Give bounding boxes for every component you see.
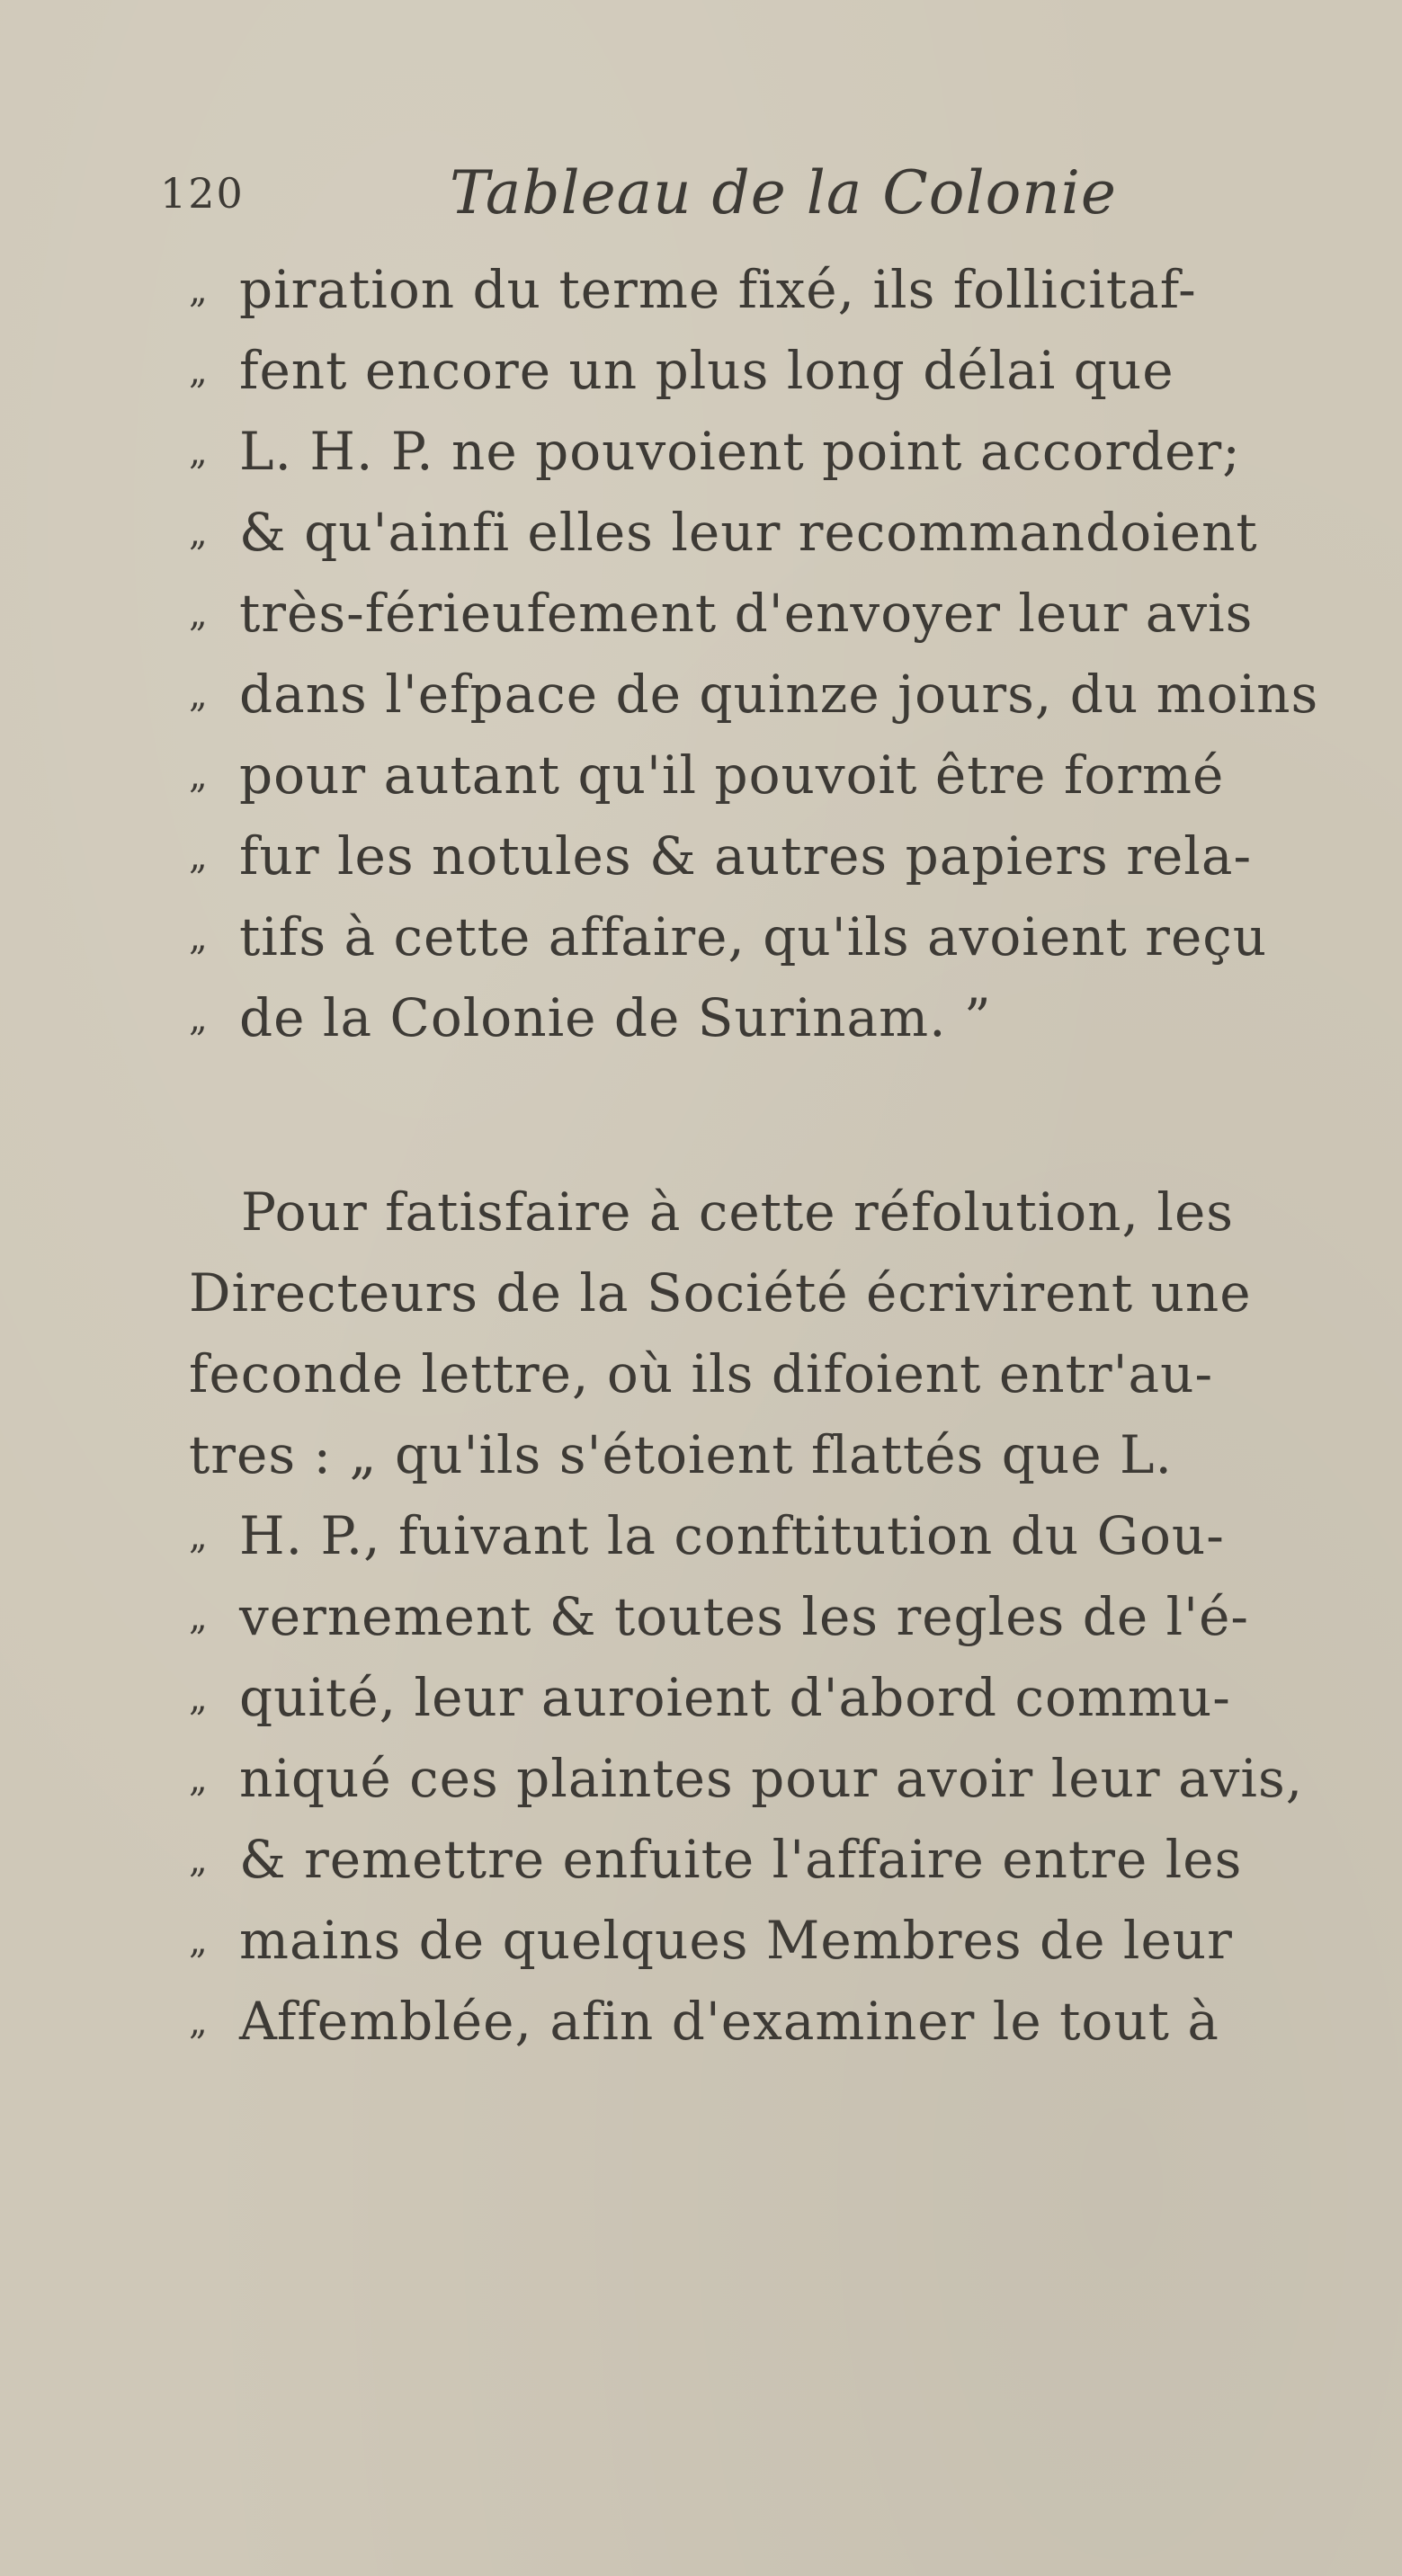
quote-mark: „ [189,1597,209,1638]
quote-mark: „ [189,270,209,311]
text-line [189,415,1241,487]
line-text: tres : „ qu'ils s'étoient flattés que L. [189,1424,1173,1485]
text-line [189,1419,1173,1491]
text-line [189,1743,1303,1814]
quote-mark: „ [189,432,209,473]
line-text: L. H. P. ne pouvoient point accorder; [239,421,1241,482]
text-line [189,1581,1249,1653]
line-text: niqué ces plaintes pour avoir leur avis, [239,1748,1304,1809]
line-text: très-férieufement d'envoyer leur avis [239,583,1254,644]
line-text: de la Colonie de Surinam. ” [239,987,992,1048]
line-text: H. P., fuivant la conftitution du Gou- [239,1505,1225,1566]
text-line [189,1500,1225,1572]
text-line [241,1176,1234,1248]
quote-mark: „ [189,351,209,392]
quote-mark: „ [189,593,209,635]
text-line [189,739,1224,811]
line-text: dans l'efpace de quinze jours, du moins [239,664,1319,725]
quote-mark: „ [189,755,209,797]
line-text: fur les notules & autres papiers rela- [239,825,1253,887]
line-text: Directeurs de la Société écrivirent une [189,1262,1252,1324]
text-line [189,254,1197,325]
quote-mark: „ [189,1759,209,1800]
page-header [160,160,1239,232]
page-number: 120 [160,169,245,218]
text-line [189,334,1174,406]
quote-mark: „ [189,2001,209,2043]
line-text: pour autant qu'il pouvoit être formé [239,744,1225,806]
text-line [189,1338,1213,1410]
text-line [189,982,992,1054]
line-text: tifs à cette affaire, qu'ils avoient reçu [239,906,1268,967]
text-line [189,496,1258,568]
running-title: Tableau de la Colonie [450,158,1117,227]
quote-mark: „ [189,917,209,958]
quote-mark: „ [189,1840,209,1881]
line-text: fent encore un plus long délai que [239,340,1174,401]
text-line [189,820,1252,892]
quote-mark: „ [189,674,209,716]
text-line [189,658,1318,730]
quote-mark: „ [189,836,209,878]
line-text: feconde lettre, où ils difoient entr'au- [189,1343,1214,1404]
text-line [189,577,1253,649]
text-line [189,1985,1219,2057]
quote-mark: „ [189,1516,209,1557]
line-text: vernement & toutes les regles de l'é- [239,1586,1250,1647]
quote-mark: „ [189,1678,209,1719]
text-line [189,1257,1252,1329]
quote-mark: „ [189,513,209,554]
line-text: quité, leur auroient d'abord commu- [239,1667,1231,1728]
line-text: piration du terme fixé, ils follicitaf- [239,259,1197,320]
text-line [189,1904,1233,1976]
line-text: mains de quelques Membres de leur [239,1910,1233,1971]
line-text: & qu'ainfi elles leur recommandoient [239,502,1258,563]
text-line [189,1662,1231,1734]
text-line [189,901,1267,973]
text-line [189,1823,1242,1895]
quote-mark: „ [189,1921,209,1962]
line-text: & remettre enfuite l'affaire entre les [239,1829,1243,1890]
line-text: Affemblée, afin d'examiner le tout à [239,1991,1219,2052]
quote-mark: „ [189,998,209,1039]
line-text: Pour fatisfaire à cette réfolution, les [241,1181,1235,1243]
